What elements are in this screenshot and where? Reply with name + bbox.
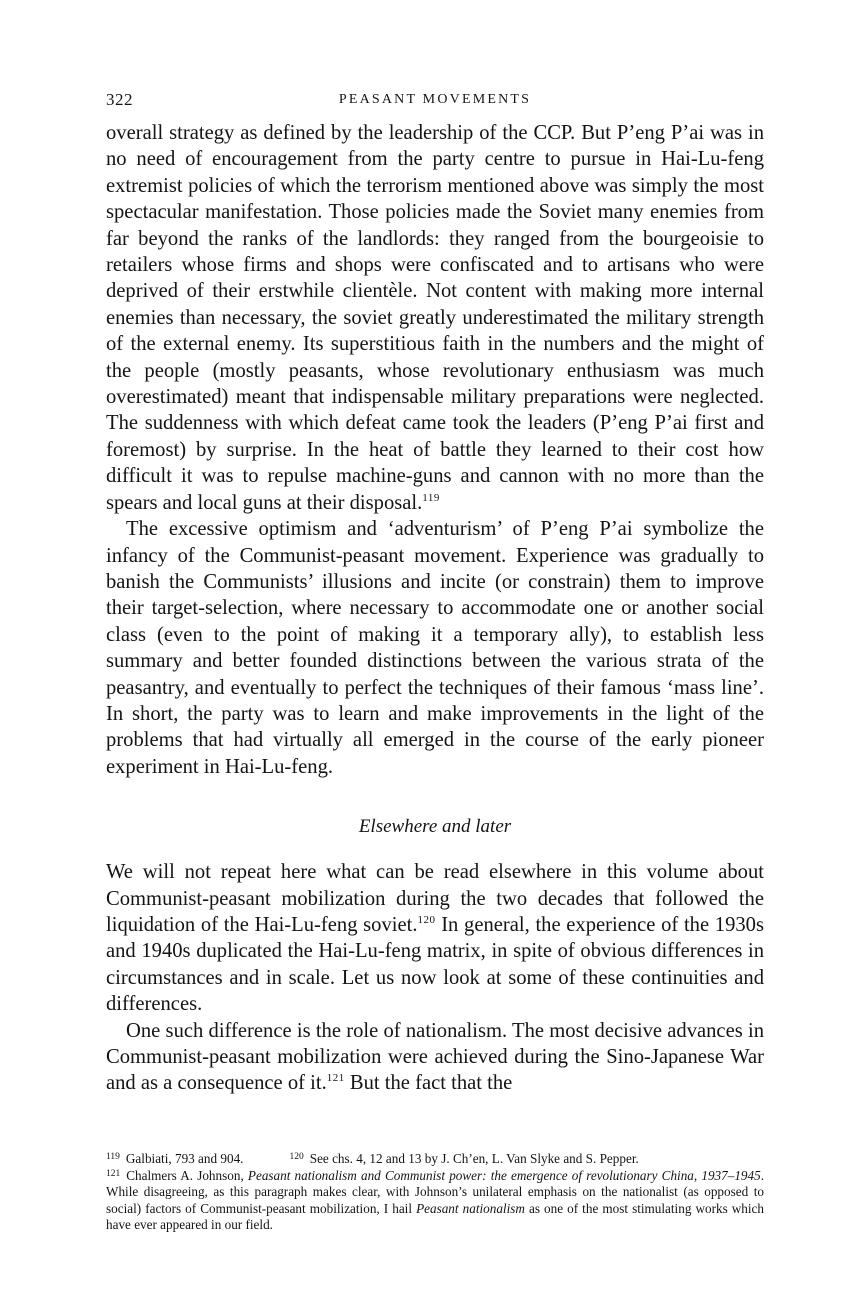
paragraph-3 <box>106 859 764 1017</box>
running-head: PEASANT MOVEMENTS <box>338 92 532 107</box>
footnote-121-title: Peasant nationalism and Communist power: the emergence of revolutionary China, 1937–1945 <box>247 1167 761 1183</box>
footnote-120-number: 120 <box>289 1152 304 1162</box>
paragraph-1 <box>106 120 764 516</box>
page-number: 322 <box>106 90 133 109</box>
book-page <box>106 90 764 1097</box>
footnote-121-text-c: as one of the most stimulating works which have ever appeared in our field. <box>106 1200 764 1233</box>
paragraph-4-text-a: One such difference is the role of nationalism. The most decisive advances in Communist-peasant mobilization were achieved during the Sino-Japanese War and as a consequence of it. <box>106 1019 764 1095</box>
footnote-119-number: 119 <box>106 1152 120 1162</box>
footnote-ref-120[interactable]: 120 <box>417 913 436 926</box>
page-header <box>106 90 764 114</box>
footnote-121 <box>106 1168 764 1234</box>
paragraph-4-text-b: But the fact that the <box>344 1072 513 1095</box>
paragraph-3-text-b: In general, the experience of the 1930s and 1940s duplicated the Hai-Lu-feng matrix, in spite of obvious differences in circumstances and in scale. Let us now look at some of these continuities and differences. <box>106 913 764 1016</box>
paragraph-2: The excessive optimism and ‘adventurism’ of P’eng P’ai symbolize the infancy of the Communist-peasant movement. Experience was gradually to banish the Communists’ illusions and incite (or constrain) them to improve their target-selection, where necessary to accommodate one or another social class (even to the point of making it a temporary ally), to establish less summary and better founded distinctions between the various strata of the peasantry, and eventually to perfect the techniques of their famous ‘mass line’. In short, the party was to learn and make improvements in the light of the problems that had virtually all emerged in the course of the early pioneer experiment in Hai-Lu-feng. <box>106 518 764 778</box>
paragraph-1-text: overall strategy as defined by the leadership of the CCP. But P’eng P’ai was in no need of encouragement from the party centre to pursue in Hai-Lu-feng extremist policies of which the terrorism mentioned above was simply the most spectacular manifestation. Those policies made the Soviet many enemies from far beyond the ranks of the landlords: they ranged from the bourgeoisie to retailers whose firms and shops were confiscated and to artisans who were deprived of their erstwhile clientèle. Not content with making more internal enemies than necessary, the soviet greatly underestimated the military strength of the external enemy. Its superstitious faith in the numbers and the might of the people (mostly peasants, whose revolutionary enthusiasm was much overestimated) meant that indispensable military preparations were neglected. The suddenness with which defeat came took the leaders (P’eng P’ai first and foremost) by surprise. In the heat of battle they learned to their cost how difficult it was to repulse machine-guns and cannon with no more than the spears and local guns at their disposal. <box>106 122 764 514</box>
section-heading: Elsewhere and later <box>358 816 512 838</box>
footnote-119-text: Galbiati, 793 and 904. <box>125 1151 244 1166</box>
paragraph-4 <box>106 1018 764 1097</box>
footnote-121-text-a: Chalmers A. Johnson, <box>126 1167 248 1183</box>
footnote-121-number: 121 <box>106 1168 121 1179</box>
footnotes <box>106 1151 764 1234</box>
footnote-row-119-120 <box>106 1151 764 1168</box>
footnote-121-text-b: . While disagreeing, as this paragraph makes clear, with Johnson’s unilateral emphasis on the nationalist (as opposed to social) factors of Communist-peasant mobilization, I hail <box>106 1167 764 1216</box>
footnote-120-text: See chs. 4, 12 and 13 by J. Ch’en, L. Van Slyke and S. Pepper. <box>309 1151 639 1166</box>
paragraph-3-text-a: We will not repeat here what can be read elsewhere in this volume about Communist-peasant mobilization during the two decades that followed the liquidation of the Hai-Lu-feng soviet. <box>106 861 764 936</box>
footnote-ref-121[interactable]: 121 <box>326 1072 345 1085</box>
footnote-ref-119[interactable]: 119 <box>422 491 440 504</box>
footnote-121-title-short: Peasant nationalism <box>416 1200 525 1216</box>
